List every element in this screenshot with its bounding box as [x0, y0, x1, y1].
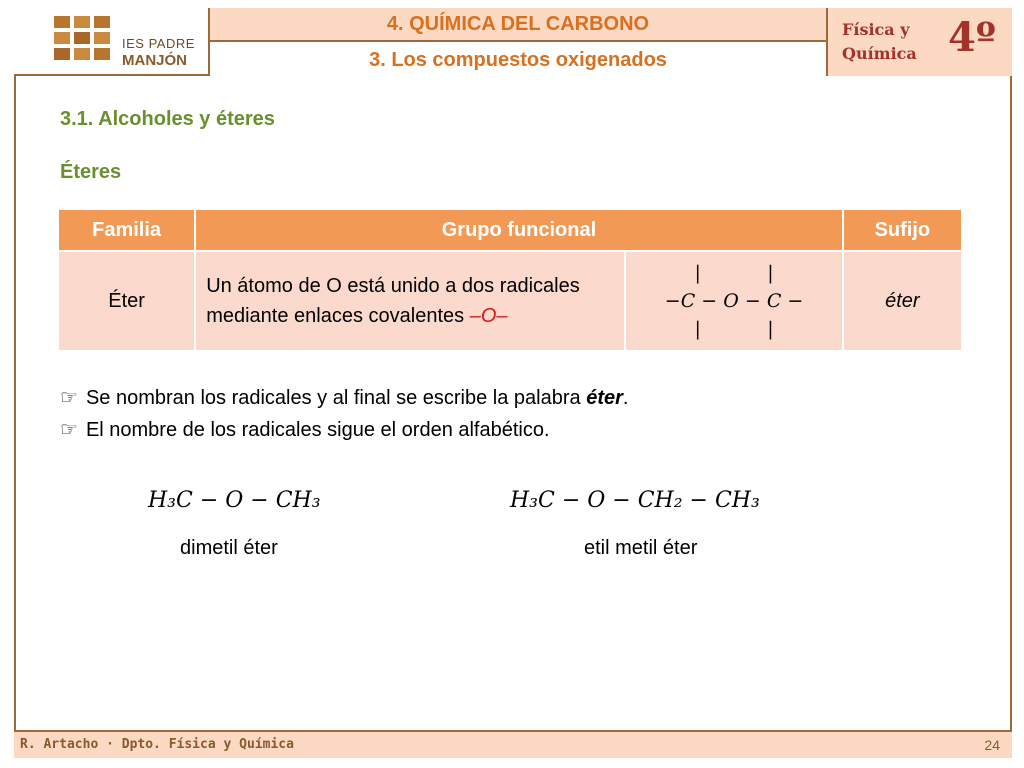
topic-title: 3. Los compuestos oxigenados: [210, 42, 826, 76]
logo-text-line2: MANJÓN: [122, 52, 188, 69]
list-item: [60, 414, 628, 446]
rule1-text: Se nombran los radicales y al final se escribe la palabra: [85, 387, 587, 409]
example-name-2: etil metil éter: [584, 537, 698, 559]
subject-line1: Física y: [842, 20, 910, 39]
table-header-familia: Familia: [58, 209, 195, 251]
table-header-grupo: Grupo funcional: [195, 209, 843, 251]
logo-text-line1: IES PADRE: [122, 36, 195, 51]
grupo-highlight: –O–: [469, 305, 508, 327]
cell-descripcion: [195, 251, 625, 351]
table-header-row: [58, 209, 962, 251]
footer-author: R. Artacho · Dpto. Física y Química: [20, 737, 294, 752]
subject-name: [842, 18, 917, 66]
rules-list: [60, 382, 628, 446]
table-row: [58, 251, 962, 351]
functional-group-table: [57, 208, 963, 352]
course-level: 4º: [948, 14, 996, 61]
estructura-mid: −C − O − C −: [664, 290, 804, 312]
pointing-hand-icon: ☞: [60, 387, 78, 409]
school-logo: [14, 8, 210, 76]
example-name-1: dimetil éter: [180, 537, 278, 559]
rule2-text: El nombre de los radicales sigue el orden alfabético.: [85, 419, 550, 441]
cell-sufijo: éter: [843, 251, 962, 351]
subject-line2: Química: [842, 44, 917, 63]
example-formula-1: H₃C − O − CH₃: [148, 488, 321, 513]
descripcion-text: Un átomo de O está unido a dos radicales mediante enlaces covalentes: [206, 275, 580, 327]
estructura-bottom: | |: [694, 318, 774, 340]
slide-footer: [14, 730, 1012, 758]
rule1-suffix: .: [622, 387, 629, 409]
cell-estructura: [625, 251, 842, 351]
rule1-bold: éter: [586, 387, 623, 409]
example-formula-2: H₃C − O − CH₂ − CH₃: [510, 488, 760, 513]
unit-title: 4. QUÍMICA DEL CARBONO: [210, 8, 826, 42]
page-number: 24: [984, 737, 1000, 753]
list-item: [60, 382, 628, 414]
logo-grid-icon: [54, 16, 114, 66]
cell-familia: Éter: [58, 251, 195, 351]
subsection-title: Éteres: [60, 161, 122, 183]
table-header-sufijo: Sufijo: [843, 209, 962, 251]
section-title: 3.1. Alcoholes y éteres: [60, 108, 275, 130]
subject-badge: [826, 8, 1012, 76]
pointing-hand-icon: ☞: [60, 419, 78, 441]
estructura-top: | |: [694, 262, 774, 284]
